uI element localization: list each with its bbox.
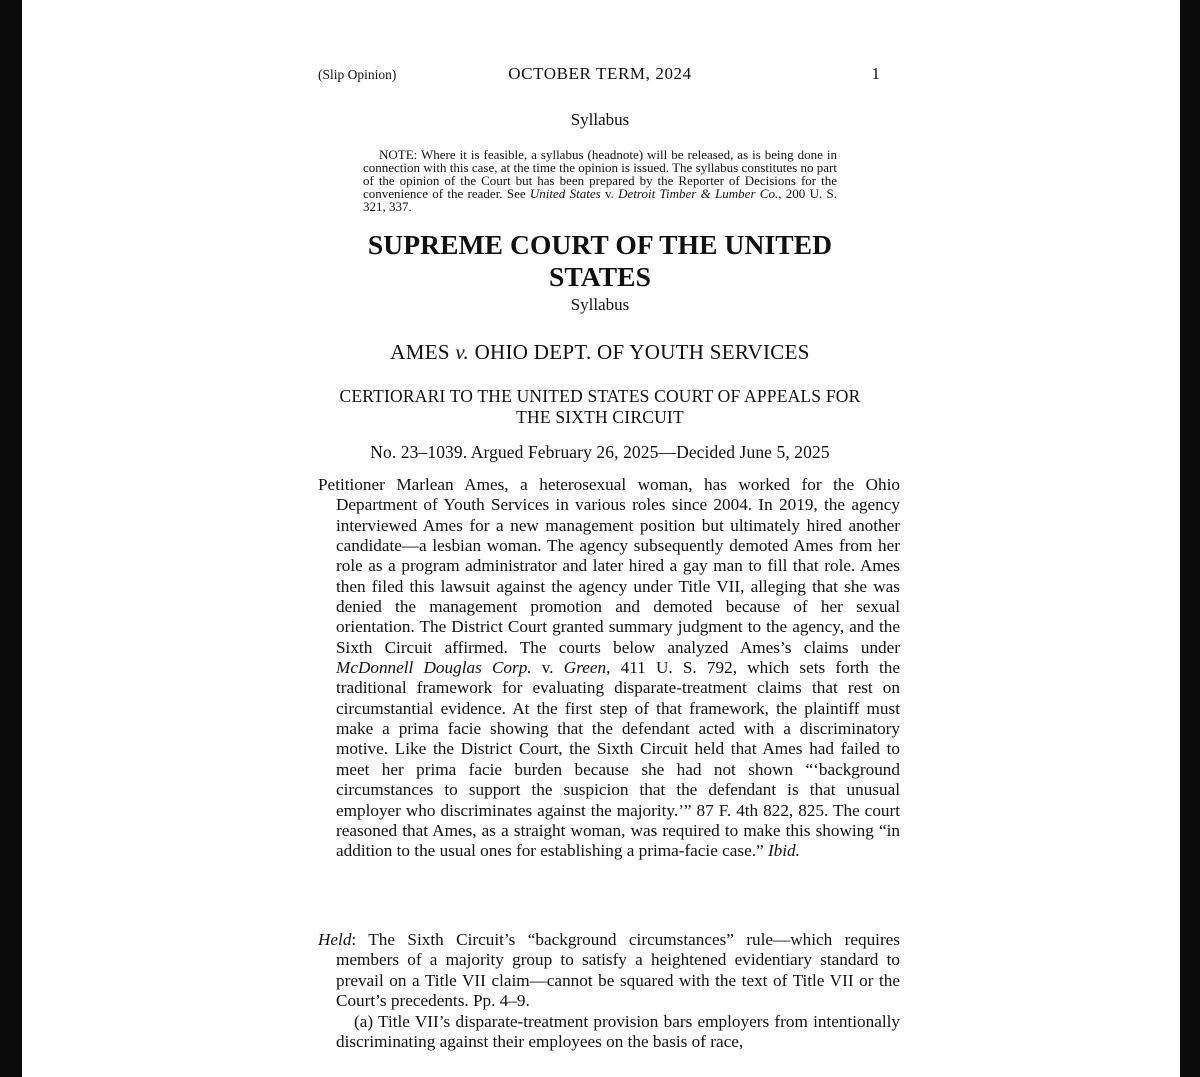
case-cite-italic: McDonnell Douglas Corp. <box>336 658 532 678</box>
slip-opinion-label: (Slip Opinion) <box>318 67 397 82</box>
syllabus-heading: Syllabus <box>570 295 630 314</box>
syllabus-paragraph-a <box>318 1012 900 1053</box>
note-cite-v: v. <box>600 186 619 201</box>
document-page <box>22 0 1180 1077</box>
paragraph-a-text: (a) Title VII’s disparate-treatment provision bars employers from intentionally discriminating against their employees on the basis of race, <box>336 1012 900 1052</box>
note-cite-rest: , 200 U. S. 321, 337. <box>363 186 837 214</box>
court-title: SUPREME COURT OF THE UNITED STATES <box>367 229 833 292</box>
case-versus: v. <box>455 340 470 364</box>
case-cite-v: v. <box>531 658 564 678</box>
note-text: NOTE: Where it is feasible, a syllabus (headnote) will be released, as is being done in connection with this case, at the time the opinion is issued. The syllabus constitutes no part of the opinion of the Court but has been prepared by the Reporter of Decisions for the convenience of the reader. See <box>363 147 837 201</box>
certiorari-line-1: CERTIORARI TO THE UNITED STATES COURT OF APPEALS FOR <box>339 386 861 406</box>
syllabus-paragraph-held <box>318 930 900 1011</box>
syllabus-paragraph-facts <box>318 475 900 862</box>
syllabus-heading-top: Syllabus <box>570 110 630 129</box>
facts-text-b: , 411 U. S. 792, which sets forth the traditional framework for evaluating disparate-treatment claims that rest on circumstantial evidence. At the first step of that framework, the plaintiff must make a prima facie showing that the defendant acted with a discriminatory motive. Like the District Court, the Sixth Circuit held that Ames had failed to meet her prima facie burden because she had not shown “‘background circumstances to support the suspicion that the defendant is that unusual employer who discriminates against the majority.’” 87 F. 4th 822, 825. The court reasoned that Ames, as a straight woman, was required to make this showing “in addition to the usual ones for establishing a prima-facie case.” <box>336 658 900 861</box>
term-label: OCTOBER TERM, 2024 <box>508 64 692 83</box>
facts-text-a: Petitioner Marlean Ames, a heterosexual woman, has worked for the Ohio Department of Youth Services in various roles since 2004. In 2019, the agency interviewed Ames for a new management position but ultimately hired another candidate—a lesbian woman. The agency subsequently demoted Ames from her role as a program administrator and later hired a gay man to fill that role. Ames then filed this lawsuit against the agency under Title VII, alleging that she was denied the management promotion and demoted because of her sexual orientation. The District Court granted summary judgment to the agency, and the Sixth Circuit affirmed. The courts below analyzed Ames’s claims under <box>318 475 900 657</box>
page-number: 1 <box>871 64 880 83</box>
certiorari-line-2: THE SIXTH CIRCUIT <box>516 407 684 427</box>
note-cite-party-1: United States <box>529 186 601 201</box>
docket-line: No. 23–1039. Argued February 26, 2025—Decided June 5, 2025 <box>370 442 830 462</box>
case-name <box>318 340 882 365</box>
note-cite-party-2: Detroit Timber & Lumber Co. <box>618 186 779 201</box>
held-label: Held <box>318 930 352 949</box>
certiorari-heading <box>318 386 882 428</box>
case-party-2: OHIO DEPT. OF YOUTH SERVICES <box>469 340 810 364</box>
case-party-1: AMES <box>390 340 456 364</box>
ibid-cite: Ibid. <box>767 841 800 861</box>
reporter-note <box>363 148 837 213</box>
running-header <box>318 64 882 88</box>
held-text: : The Sixth Circuit’s “background circumstances” rule—which requires members of a majority group to satisfy a heightened evidentiary standard to prevail on a Title VII claim—cannot be squared with the text of Title VII or the Court’s precedents. Pp. 4–9. <box>336 930 900 1011</box>
case-cite-italic-2: Green <box>563 658 607 678</box>
